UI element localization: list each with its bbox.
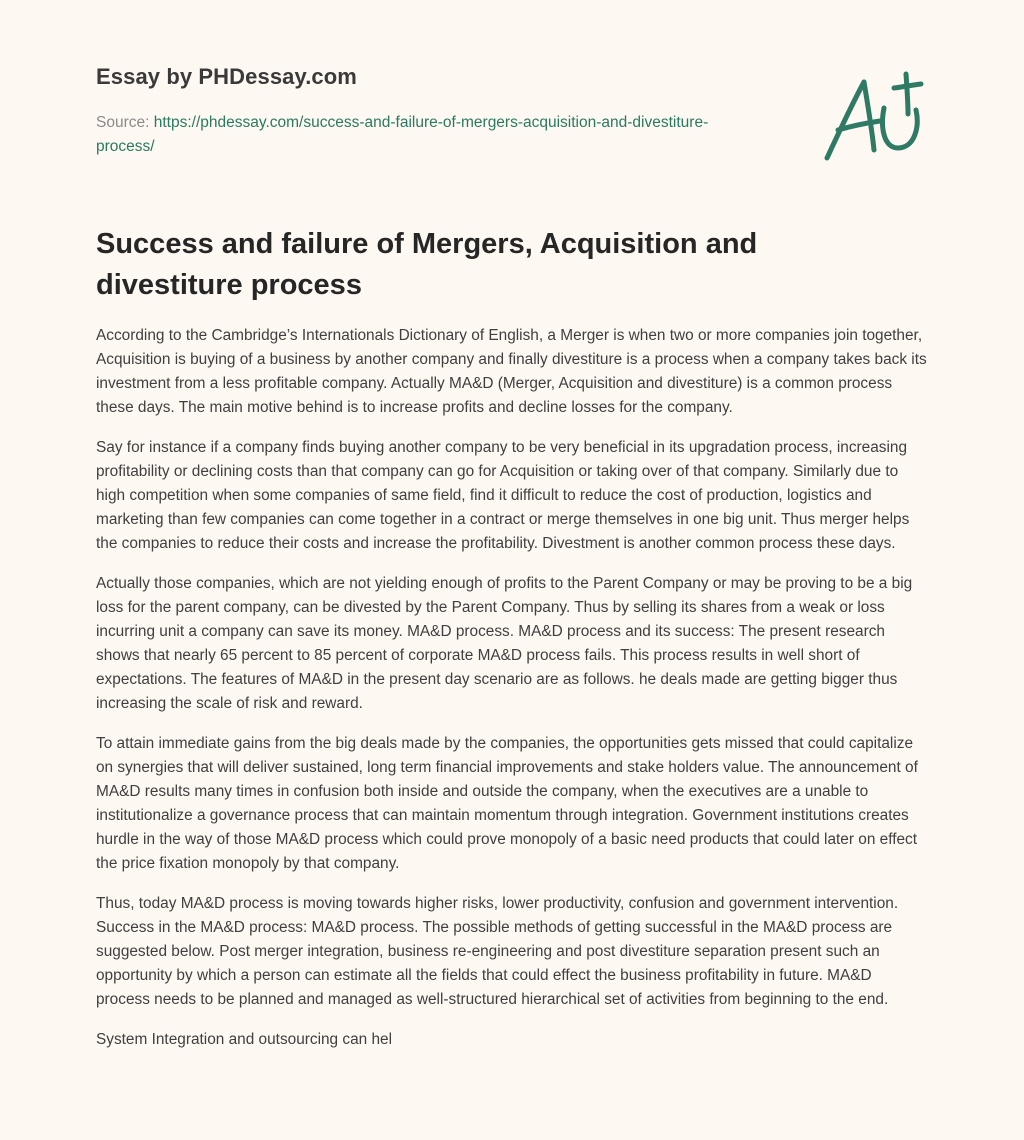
- source-line: [96, 111, 716, 159]
- site-title: Essay by PHDessay.com: [96, 64, 357, 89]
- essay-paragraph: Say for instance if a company finds buying another company to be very beneficial in its upgradation process, increasing profitability or declining costs than that company can go for Acquisition or taking over of that company. Similarly due to high competition when some companies of same field, find it difficult to reduce the cost of production, logistics and marketing than few companies can come together in a contract or merge themselves in one big unit. Thus merger helps the companies to reduce their costs and increase the profitability. Divestment is another common process these days.: [96, 439, 910, 552]
- essay-body: [96, 324, 928, 1068]
- essay-paragraph: Thus, today MA&D process is moving towards higher risks, lower productivity, confusion and government intervention. Success in the MA&D process: MA&D process. The possible methods of getting successful in the MA&D process are suggested below. Post merger integration, business re-engineering and post divestiture separation present such an opportunity by which a person can estimate all the fields that could effect the business profitability in future. MA&D process needs to be planned and managed as well-structured hierarchical set of activities from beginning to the end.: [96, 895, 899, 1008]
- essay-paragraph: System Integration and outsourcing can hel: [96, 1031, 393, 1048]
- essay-title: Success and failure of Mergers, Acquisition and divestiture process: [96, 228, 758, 301]
- essay-paragraph: Actually those companies, which are not yielding enough of profits to the Parent Company or may be proving to be a big loss for the parent company, can be divested by the Parent Company. Thus by selling its shares from a weak or loss incurring unit a company can save its money. MA&D process. MA&D process and its success: The present research shows that nearly 65 percent to 85 percent of corporate MA&D process fails. This process results in well short of expectations. The features of MA&D in the present day scenario are as follows. he deals made are getting bigger thus increasing the scale of risk and reward.: [96, 575, 913, 712]
- source-label: Source:: [96, 114, 154, 131]
- source-link[interactable]: https://phdessay.com/success-and-failure-of-mergers-acquisition-and-divestiture-process/: [96, 114, 709, 155]
- essay-paragraph: To attain immediate gains from the big deals made by the companies, the opportunities gets missed that could capitalize on synergies that will deliver sustained, long term financial improvements and stake holders value. The announcement of MA&D results many times in confusion both inside and outside the company, when the executives are a unable to institutionalize a governance process that can maintain momentum through integration. Government institutions creates hurdle in the way of those MA&D process which could prove monopoly of a basic need products that could later on effect the price fixation monopoly by that company.: [96, 735, 918, 872]
- essay-paragraph: According to the Cambridge’s Internationals Dictionary of English, a Merger is when two or more companies join together, Acquisition is buying of a business by another company and finally divestiture is a process when a company takes back its investment from a less profitable company. Actually MA&D (Merger, Acquisition and divestiture) is a common process these days. The main motive behind is to increase profits and decline losses for the company.: [96, 327, 927, 416]
- a-plus-grade-icon: [822, 68, 926, 164]
